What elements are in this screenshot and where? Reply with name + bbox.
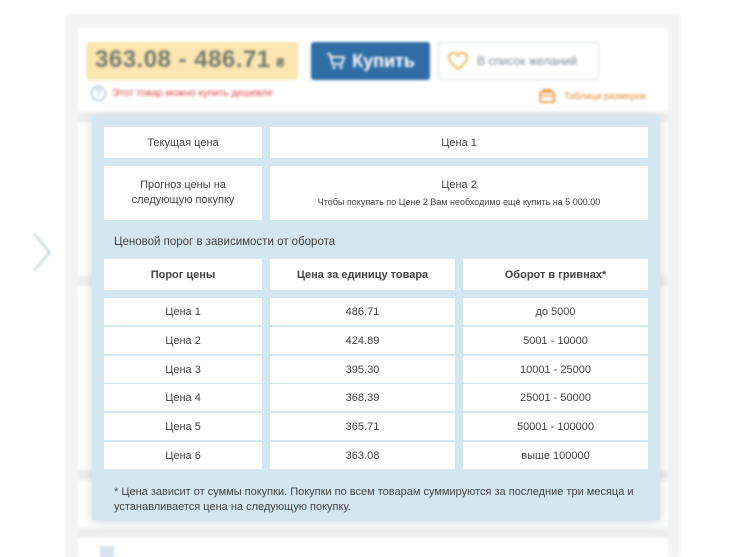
- forecast-note: Чтобы покупать по Цене 2 Вам необходимо ещё купить на 5 000.00: [317, 197, 601, 207]
- current-price-value: Цена 1: [270, 127, 648, 158]
- forecast-value: Цена 2: [441, 179, 477, 191]
- question-icon: ?: [91, 86, 106, 101]
- forecast-cell: [270, 166, 648, 220]
- table-cell-turnover: выше 100000: [463, 442, 648, 469]
- placeholder-icon: [100, 546, 114, 557]
- table-cell-turnover: 50001 - 100000: [463, 413, 648, 440]
- buy-button-label: Купить: [352, 50, 415, 71]
- size-table-label: Таблица размеров: [564, 90, 647, 102]
- price-footnote: * Цена зависит от суммы покупки. Покупки по всем товарам суммируются за последние три месяца и устанавливается цена на следующую покупку.: [114, 486, 634, 513]
- currency-symbol: ₴: [276, 55, 285, 70]
- table-cell-tier: Цена 3: [104, 356, 262, 383]
- cheaper-note[interactable]: [91, 86, 273, 101]
- heart-icon: [447, 51, 469, 71]
- table-cell-price: 395.30: [270, 356, 455, 383]
- column-header: Порог цены: [104, 259, 262, 290]
- table-cell-price: 486.71: [270, 298, 455, 325]
- table-cell-price: 424.89: [270, 327, 455, 354]
- forecast-label: Прогноз цены на следующую покупку: [104, 166, 262, 220]
- size-table-icon: [538, 88, 556, 104]
- table-cell-turnover: 10001 - 25000: [463, 356, 648, 383]
- threshold-title: Ценовой порог в зависимости от оборота: [114, 236, 336, 248]
- table-cell-price: 368.39: [270, 384, 455, 411]
- wishlist-button[interactable]: [438, 42, 599, 80]
- price-range: 363.08 - 486.71: [95, 46, 271, 73]
- cheaper-note-text: Этот товар можно купить дешевле: [112, 88, 273, 99]
- table-cell-price: 363.08: [270, 442, 455, 469]
- table-cell-tier: Цена 2: [104, 327, 262, 354]
- table-cell-tier: Цена 5: [104, 413, 262, 440]
- size-table-link[interactable]: [538, 88, 646, 104]
- table-cell-turnover: до 5000: [463, 298, 648, 325]
- table-cell-tier: Цена 1: [104, 298, 262, 325]
- background-footer-item: [100, 546, 120, 557]
- current-price-label: Текущая цена: [104, 127, 262, 158]
- cart-icon: [326, 52, 346, 70]
- buy-button[interactable]: [311, 42, 430, 80]
- background-divider: [78, 528, 668, 538]
- carousel-prev-icon[interactable]: 〉: [32, 231, 72, 277]
- table-cell-tier: Цена 4: [104, 384, 262, 411]
- table-cell-tier: Цена 6: [104, 442, 262, 469]
- wishlist-button-label: В список желаний: [477, 54, 577, 68]
- table-cell-price: 365.71: [270, 413, 455, 440]
- column-header: Цена за единицу товара: [270, 259, 455, 290]
- table-cell-turnover: 5001 - 10000: [463, 327, 648, 354]
- column-header: Оборот в гривнах*: [463, 259, 648, 290]
- table-cell-turnover: 25001 - 50000: [463, 384, 648, 411]
